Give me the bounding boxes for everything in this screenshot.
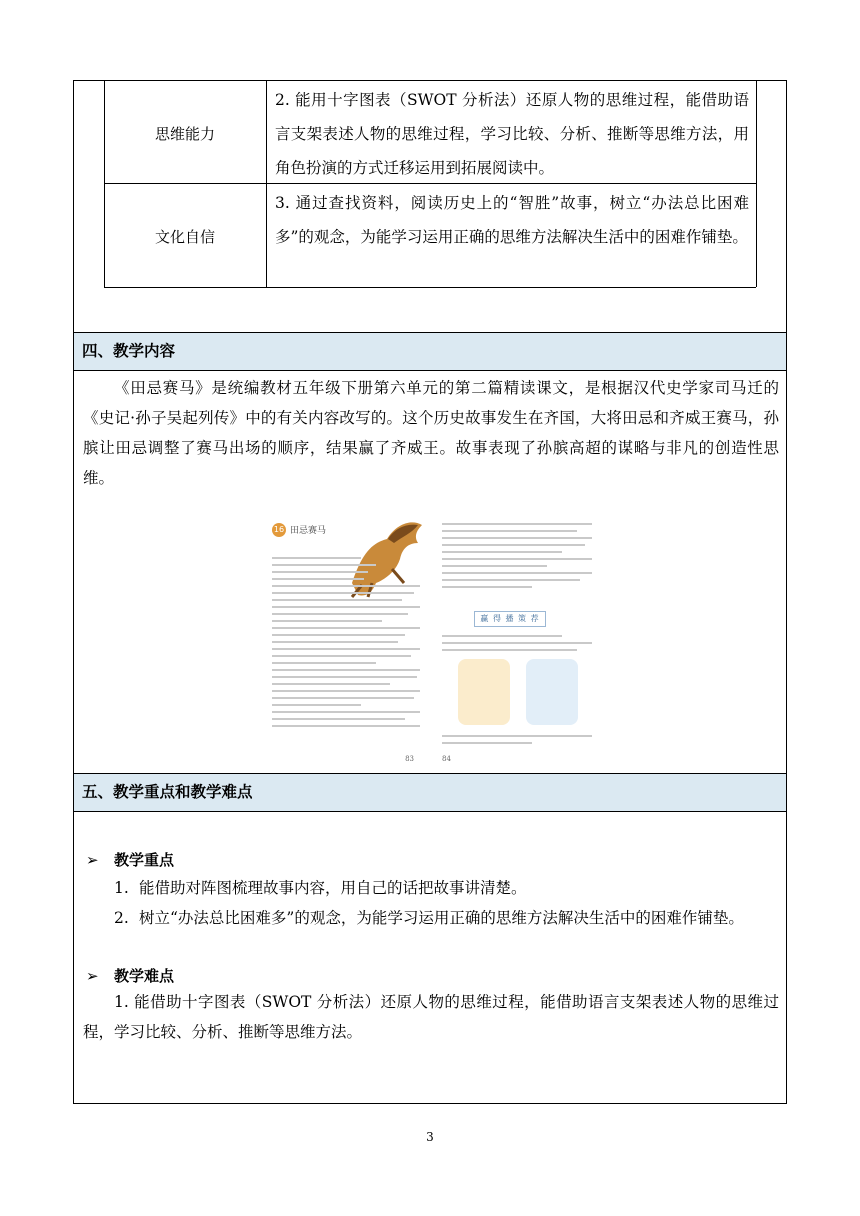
goals-table bbox=[104, 81, 756, 287]
section-header-teaching-content: 四、教学内容 bbox=[74, 333, 786, 370]
difficulty-text: 1. 能借助十字图表（SWOT 分析法）还原人物的思维过程，能借助语言支架表述人物的思维过程，学习比较、分析、推断等思维方法。 bbox=[83, 993, 779, 1041]
goals-table-border-bottom bbox=[104, 287, 756, 288]
goals-table-border-right bbox=[756, 81, 757, 287]
arrow-bullet-icon: ➢ bbox=[86, 967, 99, 985]
right-page-number: 84 bbox=[442, 755, 451, 763]
goals-table-column-divider bbox=[266, 81, 267, 287]
goal-label-thinking: 思维能力 bbox=[154, 125, 215, 143]
divider bbox=[74, 370, 786, 371]
matchup-left-panel bbox=[458, 659, 510, 725]
key-points-title: 教学重点 bbox=[114, 851, 175, 869]
goal-text-culture: 3. 通过查找资料，阅读历史上的“智胜”故事，树立“办法总比困难多”的观念，为能学习运用正确的思维方法解决生活中的困难作铺垫。 bbox=[275, 194, 749, 246]
textbook-left-page bbox=[262, 513, 430, 769]
difficulty-title: 教学难点 bbox=[114, 967, 175, 985]
key-points-heading bbox=[86, 849, 174, 870]
right-page-text-lines bbox=[442, 523, 592, 593]
lesson-number-badge: 16 bbox=[272, 523, 286, 537]
left-page-number: 83 bbox=[405, 755, 414, 763]
section-header-key-points: 五、教学重点和教学难点 bbox=[74, 774, 786, 811]
difficulty-heading bbox=[86, 965, 174, 986]
right-page-task-lines bbox=[442, 635, 592, 656]
textbook-right-page bbox=[434, 513, 602, 769]
page-number: 3 bbox=[426, 1130, 434, 1144]
lesson-title: 田忌赛马 bbox=[290, 526, 327, 536]
right-page-footer-lines bbox=[442, 735, 592, 749]
divider bbox=[74, 811, 786, 812]
textbook-image bbox=[262, 513, 602, 769]
goal-label-culture: 文化自信 bbox=[154, 228, 215, 246]
goals-table-border-left bbox=[104, 81, 105, 287]
goal-text-thinking: 2. 能用十字图表（SWOT 分析法）还原人物的思维过程，能借助语言支架表述人物的思维过程，学习比较、分析、推断等思维方法，用角色扮演的方式迁移运用到拓展阅读中。 bbox=[275, 91, 749, 177]
key-point-number: 1. bbox=[114, 879, 129, 897]
arrow-bullet-icon: ➢ bbox=[86, 851, 99, 869]
key-point-text: 树立“办法总比困难多”的观念，为能学习运用正确的思维方法解决生活中的困难作铺垫。 bbox=[139, 909, 744, 927]
left-page-text-lines bbox=[272, 557, 420, 732]
strategy-box: 赢 得 播 策 荐 bbox=[474, 611, 546, 627]
lesson-plan-table bbox=[73, 80, 787, 1104]
matchup-right-panel bbox=[526, 659, 578, 725]
key-point-text: 能借助对阵图梳理故事内容，用自己的话把故事讲清楚。 bbox=[139, 879, 527, 897]
key-point-number: 2. bbox=[114, 909, 129, 927]
teaching-content-paragraph: 《田忌赛马》是统编教材五年级下册第六单元的第二篇精读课文，是根据汉代史学家司马迁的《史记·孙子吴起列传》中的有关内容改写的。这个历史故事发生在齐国，大将田忌和齐威王赛马，孙膑让田忌调整了赛马出场的顺序，结果赢了齐威王。故事表现了孙膑高超的谋略与非凡的创造性思维。 bbox=[83, 379, 779, 487]
